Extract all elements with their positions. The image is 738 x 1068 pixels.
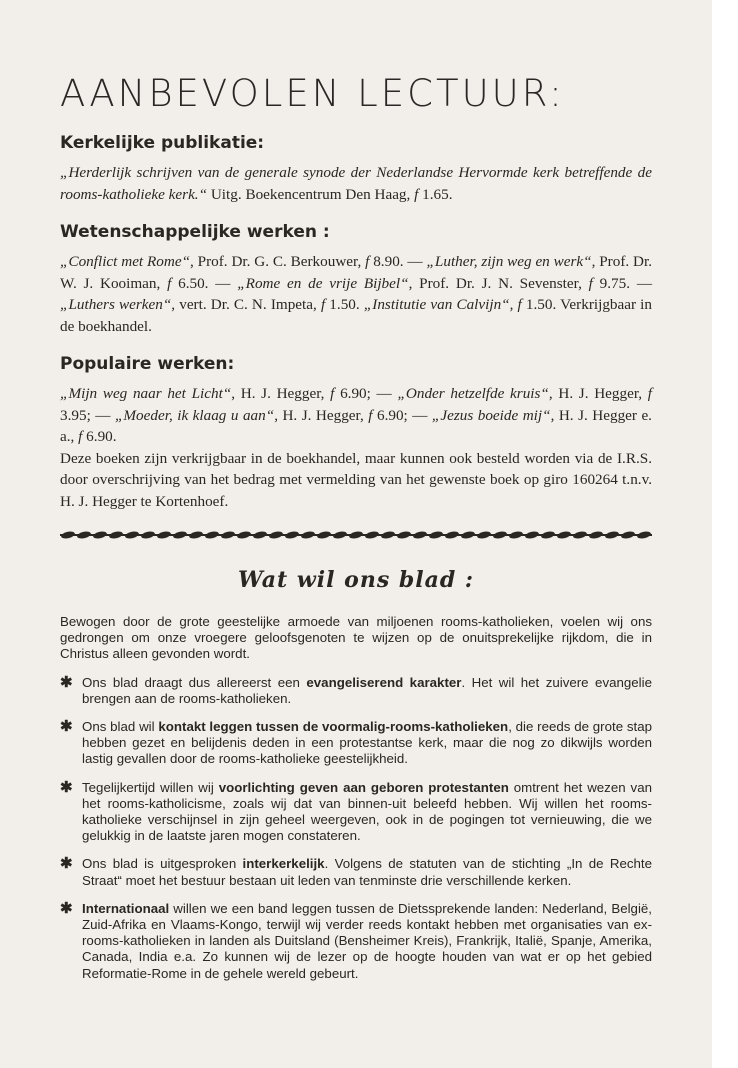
rope-ornament bbox=[60, 529, 652, 541]
ornament-divider bbox=[60, 528, 652, 540]
text-run: , H. J. Hegger e. a., bbox=[60, 406, 652, 445]
text-run: . Volgens de statuten van de stichting „In de Rechte Straat“ moet het bestuur bestaan uit leden van tenminste drie verschillende kerken. bbox=[82, 856, 652, 888]
italic-run: „Conflict met Rome“ bbox=[60, 253, 191, 270]
section-body bbox=[60, 383, 652, 512]
wat-bullets bbox=[60, 675, 652, 982]
text-run: 6.50. — bbox=[171, 274, 238, 292]
section-heading: Kerkelijke publikatie: bbox=[60, 133, 265, 153]
text-run: , Prof. Dr. G. C. Berkouwer, bbox=[190, 253, 366, 270]
text-run: Tegelijkertijd willen wij bbox=[82, 779, 219, 795]
text-run: 8.90. — bbox=[369, 253, 427, 270]
text-run: , bbox=[509, 296, 518, 313]
text-run: . Het wil het zuivere evangelie brengen aan de rooms-katholieken. bbox=[82, 674, 652, 706]
wat-intro: Bewogen door de grote geestelijke armoede van miljoenen rooms-katholieken, voelen wij ons gedrongen om onze vroegere geloofsgenoten te wijzen op de onuitsprekelijke rijkdom, die in Christus alleen gevonden wordt. bbox=[60, 614, 652, 662]
text-run: Ons blad wil bbox=[82, 719, 159, 735]
text-run: 1.50. Verkrijgbaar in de boekhandel. bbox=[60, 296, 652, 335]
text-run: , Prof. Dr. J. N. Sevenster, bbox=[408, 274, 589, 292]
asterisk-icon: ✱ bbox=[60, 855, 73, 873]
italic-run: f bbox=[78, 428, 83, 445]
text-run: , H. J. Hegger, bbox=[231, 385, 331, 402]
italic-run: „Jezus boeide mij“ bbox=[431, 406, 551, 424]
section-heading: Wetenschappelijke werken : bbox=[60, 222, 330, 242]
italic-run: „Institutie van Calvijn“ bbox=[363, 296, 510, 313]
text-run: Ons blad is uitgesproken bbox=[82, 856, 243, 872]
page-title: AANBEVOLEN LECTUUR: bbox=[60, 72, 565, 115]
text-run: , H. J. Hegger, bbox=[274, 406, 369, 424]
wat-bullet bbox=[60, 901, 652, 982]
italic-run: f bbox=[365, 253, 370, 270]
text-run: Deze boeken zijn verkrijgbaar in de boekhandel, maar kunnen ook besteld worden via de I.R.S. door overschrijving van het bedrag met vermelding van het gewenste boek op giro 160264 t.n.v. H. J. Hegger te Kortenhoef. bbox=[60, 449, 652, 510]
asterisk-icon: ✱ bbox=[60, 673, 73, 691]
text-run: Uitg. Boekencentrum Den Haag, bbox=[207, 185, 415, 203]
italic-run: f bbox=[330, 385, 335, 402]
italic-run: „Onder hetzelfde kruis“ bbox=[397, 385, 549, 402]
text-run: , die reeds de grote stap hebben gezet en belijdenis deden in een protestantse kerk, maar die nog zo dikwijls worden lastig gevallen door de rooms-katholieke geestelijkheid. bbox=[82, 719, 652, 767]
section-body bbox=[60, 251, 652, 337]
text-run: 6.90; — bbox=[334, 385, 398, 402]
italic-run: f bbox=[167, 274, 172, 292]
italic-run: „Moeder, ik klaag u aan“ bbox=[114, 406, 275, 424]
bold-run: interkerkelijk bbox=[242, 856, 325, 872]
text-run: willen we een band leggen tussen de Dietssprekende landen: Nederland, België, Zuid-Afrika en Vlaams-Kongo, terwijl wij verder reeds kontakt hebben met organisaties van ex-rooms-katholieken in landen als Duitsland (Bensheimer Kreis), Frankrijk, Italië, Spanje, Amerika, Canada, India e.a. Zo kunnen wij de lezer op de hoogte houden van wat er op het gebied Reformatie-Rome in de gehele wereld gebeurt. bbox=[82, 900, 652, 981]
text-run: , Prof. Dr. W. J. Kooiman, bbox=[60, 253, 653, 292]
italic-run: „Luthers werken“ bbox=[60, 296, 172, 313]
text-run: 9.75. — bbox=[592, 274, 653, 292]
section-body bbox=[60, 162, 652, 205]
section-kerkelijke bbox=[60, 132, 652, 205]
italic-run: „Mijn weg naar het Licht“ bbox=[60, 385, 232, 402]
section-heading: Populaire werken: bbox=[60, 354, 235, 374]
section-wetenschappelijk bbox=[60, 221, 652, 337]
content bbox=[60, 70, 652, 994]
text-run: 1.50. bbox=[325, 296, 364, 313]
text-run: Ons blad draagt dus allereerst een bbox=[82, 674, 307, 690]
asterisk-icon: ✱ bbox=[60, 718, 73, 736]
wat-bullet bbox=[60, 675, 652, 707]
asterisk-icon: ✱ bbox=[60, 778, 73, 796]
italic-run: f bbox=[414, 185, 419, 203]
text-run: 6.90. bbox=[82, 428, 117, 445]
italic-run: f bbox=[588, 274, 593, 292]
italic-run: „Luther, zijn weg en werk“ bbox=[426, 253, 592, 270]
text-run: omtrent het wezen van het rooms-katholicisme, zoals wij dat van binnen-uit beleefd hebben. Wij willen het rooms-katholieke verschijnsel in zijn geheel weergeven, ook in de pogingen tot vernieuwing, die we gelukkig in de laatste jaren mogen constateren. bbox=[82, 779, 652, 844]
italic-run: „Herderlijk schrijven van de generale synode der Nederlandse Hervormde kerk betreffende de rooms-katholieke kerk.“ bbox=[60, 164, 652, 203]
section-populair bbox=[60, 353, 652, 512]
text-run: 3.95; — bbox=[60, 406, 115, 424]
bold-run: evangeliserend karakter bbox=[306, 674, 462, 690]
italic-run: f bbox=[647, 385, 653, 402]
wat-heading: Wat wil ons blad : bbox=[237, 567, 475, 593]
wat-bullet bbox=[60, 719, 652, 768]
text-run: 6.90; — bbox=[372, 406, 432, 424]
text-run: , vert. Dr. C. N. Impeta, bbox=[171, 296, 321, 313]
asterisk-icon: ✱ bbox=[60, 899, 73, 917]
bold-run: voorlichting geven aan geboren protestanten bbox=[218, 779, 509, 795]
italic-run: f bbox=[517, 296, 522, 313]
italic-run: „Rome en de vrije Bijbel“ bbox=[237, 274, 409, 292]
wat-bullet bbox=[60, 856, 652, 888]
bold-run: kontakt leggen tussen de voormalig-rooms-katholieken bbox=[158, 719, 509, 735]
bold-run: Internationaal bbox=[82, 900, 170, 916]
text-run: 1.65. bbox=[418, 185, 453, 203]
wat-bullet bbox=[60, 780, 652, 845]
scan-edge bbox=[712, 0, 738, 1068]
italic-run: f bbox=[368, 406, 373, 424]
italic-run: f bbox=[320, 296, 326, 313]
text-run: , H. J. Hegger, bbox=[548, 385, 648, 402]
